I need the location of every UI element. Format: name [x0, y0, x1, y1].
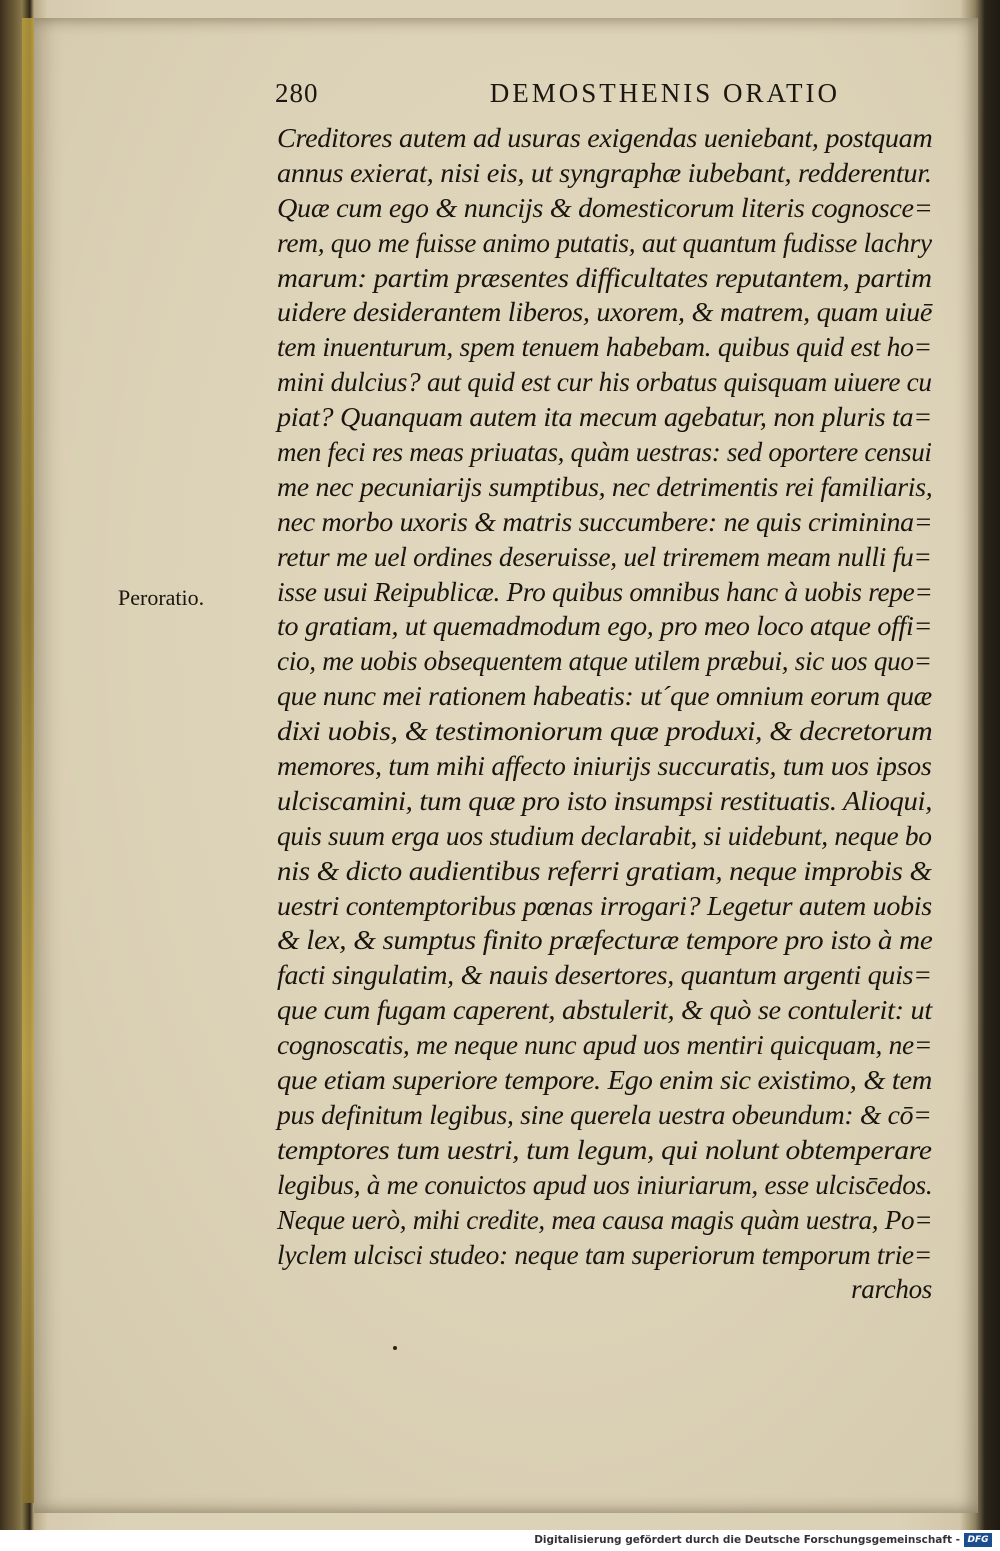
text-line: & lex, & sumptus finito præfecturæ tempore pro isto à me: [277, 925, 933, 956]
text-line: cio, me uobis obsequentem atque utilem præbui, sic uos quo=: [277, 646, 932, 677]
text-line: isse usui Reipublicæ. Pro quibus omnibus hanc à uobis repe=: [277, 576, 933, 607]
text-line: me nec pecuniarijs sumptibus, nec detrimentis rei familiaris,: [277, 471, 933, 502]
text-line: dixi uobis, & testimoniorum quæ produxi, & decretorum: [277, 716, 933, 747]
footer-bar: [0, 1530, 1000, 1551]
text-line: que cum fugam caperent, abstulerit, & quò se contulerit: ut: [277, 995, 932, 1026]
text-line: nis & dicto audientibus referri gratiam, neque improbis &: [277, 855, 932, 886]
text-line: temptores tum uestri, tum legum, qui nolunt obtemperare: [277, 1134, 932, 1165]
gilded-page-edge: [22, 18, 34, 1503]
text-line: que nunc mei rationem habeatis: ut´que omnium eorum quæ: [277, 681, 932, 712]
text-line: to gratiam, ut quemadmodum ego, pro meo loco atque offi=: [277, 611, 933, 642]
text-line: quis suum erga uos studium declarabit, si uidebunt, neque bo: [277, 820, 932, 851]
text-line: legibus, à me conuictos apud uos iniuriarum, esse ulcisc̄edos.: [277, 1169, 933, 1200]
text-line: mini dulcius? aut quid est cur his orbatus quisquam uiuere cu: [277, 367, 932, 398]
text-line: Neque uerò, mihi credite, mea causa magis quàm uestra, Po=: [277, 1204, 933, 1235]
running-head: DEMOSTHENIS ORATIO: [489, 78, 840, 108]
text-line: que etiam superiore tempore. Ego enim sic existimo, & tem: [277, 1065, 933, 1096]
catchword: rarchos: [851, 1274, 932, 1305]
marginal-note: Peroratio.: [118, 585, 205, 610]
text-line: cognoscatis, me neque nunc apud uos mentiri quicquam, ne=: [277, 1030, 933, 1061]
text-line: rem, quo me fuisse animo putatis, aut quantum fudisse lachry: [277, 227, 932, 258]
text-line: nec morbo uxoris & matris succumbere: ne quis criminina=: [277, 506, 933, 537]
text-line: tem inuenturum, spem tenuem habebam. quibus quid est ho=: [277, 332, 932, 363]
page-header: [275, 78, 840, 118]
page-number: 280: [275, 78, 319, 108]
ink-spot: [393, 1346, 397, 1350]
dfg-logo-icon: DFG: [964, 1533, 992, 1547]
text-line: facti singulatim, & nauis desertores, quantum argenti quis=: [277, 960, 932, 991]
text-line: retur me uel ordines deseruisse, uel triremem meam nulli fu=: [277, 541, 932, 572]
text-line: piat? Quanquam autem ita mecum agebatur, non pluris ta=: [277, 402, 932, 433]
text-line: men feci res meas priuatas, quàm uestras: sed oportere censui: [277, 437, 932, 468]
body-text: [277, 121, 932, 1307]
text-line: Creditores autem ad usuras exigendas ueniebant, postquam: [277, 123, 933, 153]
text-line: memores, tum mihi affecto iniurijs succuratis, tum uos ipsos: [277, 751, 932, 782]
text-line: lyclem ulcisci studeo: neque tam superiorum temporum trie=: [277, 1239, 932, 1270]
funding-credit: Digitalisierung gefördert durch die Deutsche Forschungsgemeinschaft -: [534, 1534, 960, 1546]
text-line: marum: partim præsentes difficultates reputantem, partim: [277, 262, 932, 293]
text-line: pus definitum legibus, sine querela uestra obeundum: & cō=: [277, 1099, 932, 1130]
text-line: annus exierat, nisi eis, ut syngraphæ iubebant, redderentur.: [277, 157, 932, 188]
text-line: uidere desiderantem liberos, uxorem, & matrem, quam uiuē: [277, 297, 933, 328]
text-line: Quæ cum ego & nuncijs & domesticorum literis cognosce=: [277, 192, 933, 223]
text-line: ulciscamini, tum quæ pro isto insumpsi restituatis. Alioqui,: [277, 785, 933, 816]
text-line: uestri contemptoribus pœnas irrogari? Legetur autem uobis: [277, 890, 932, 921]
